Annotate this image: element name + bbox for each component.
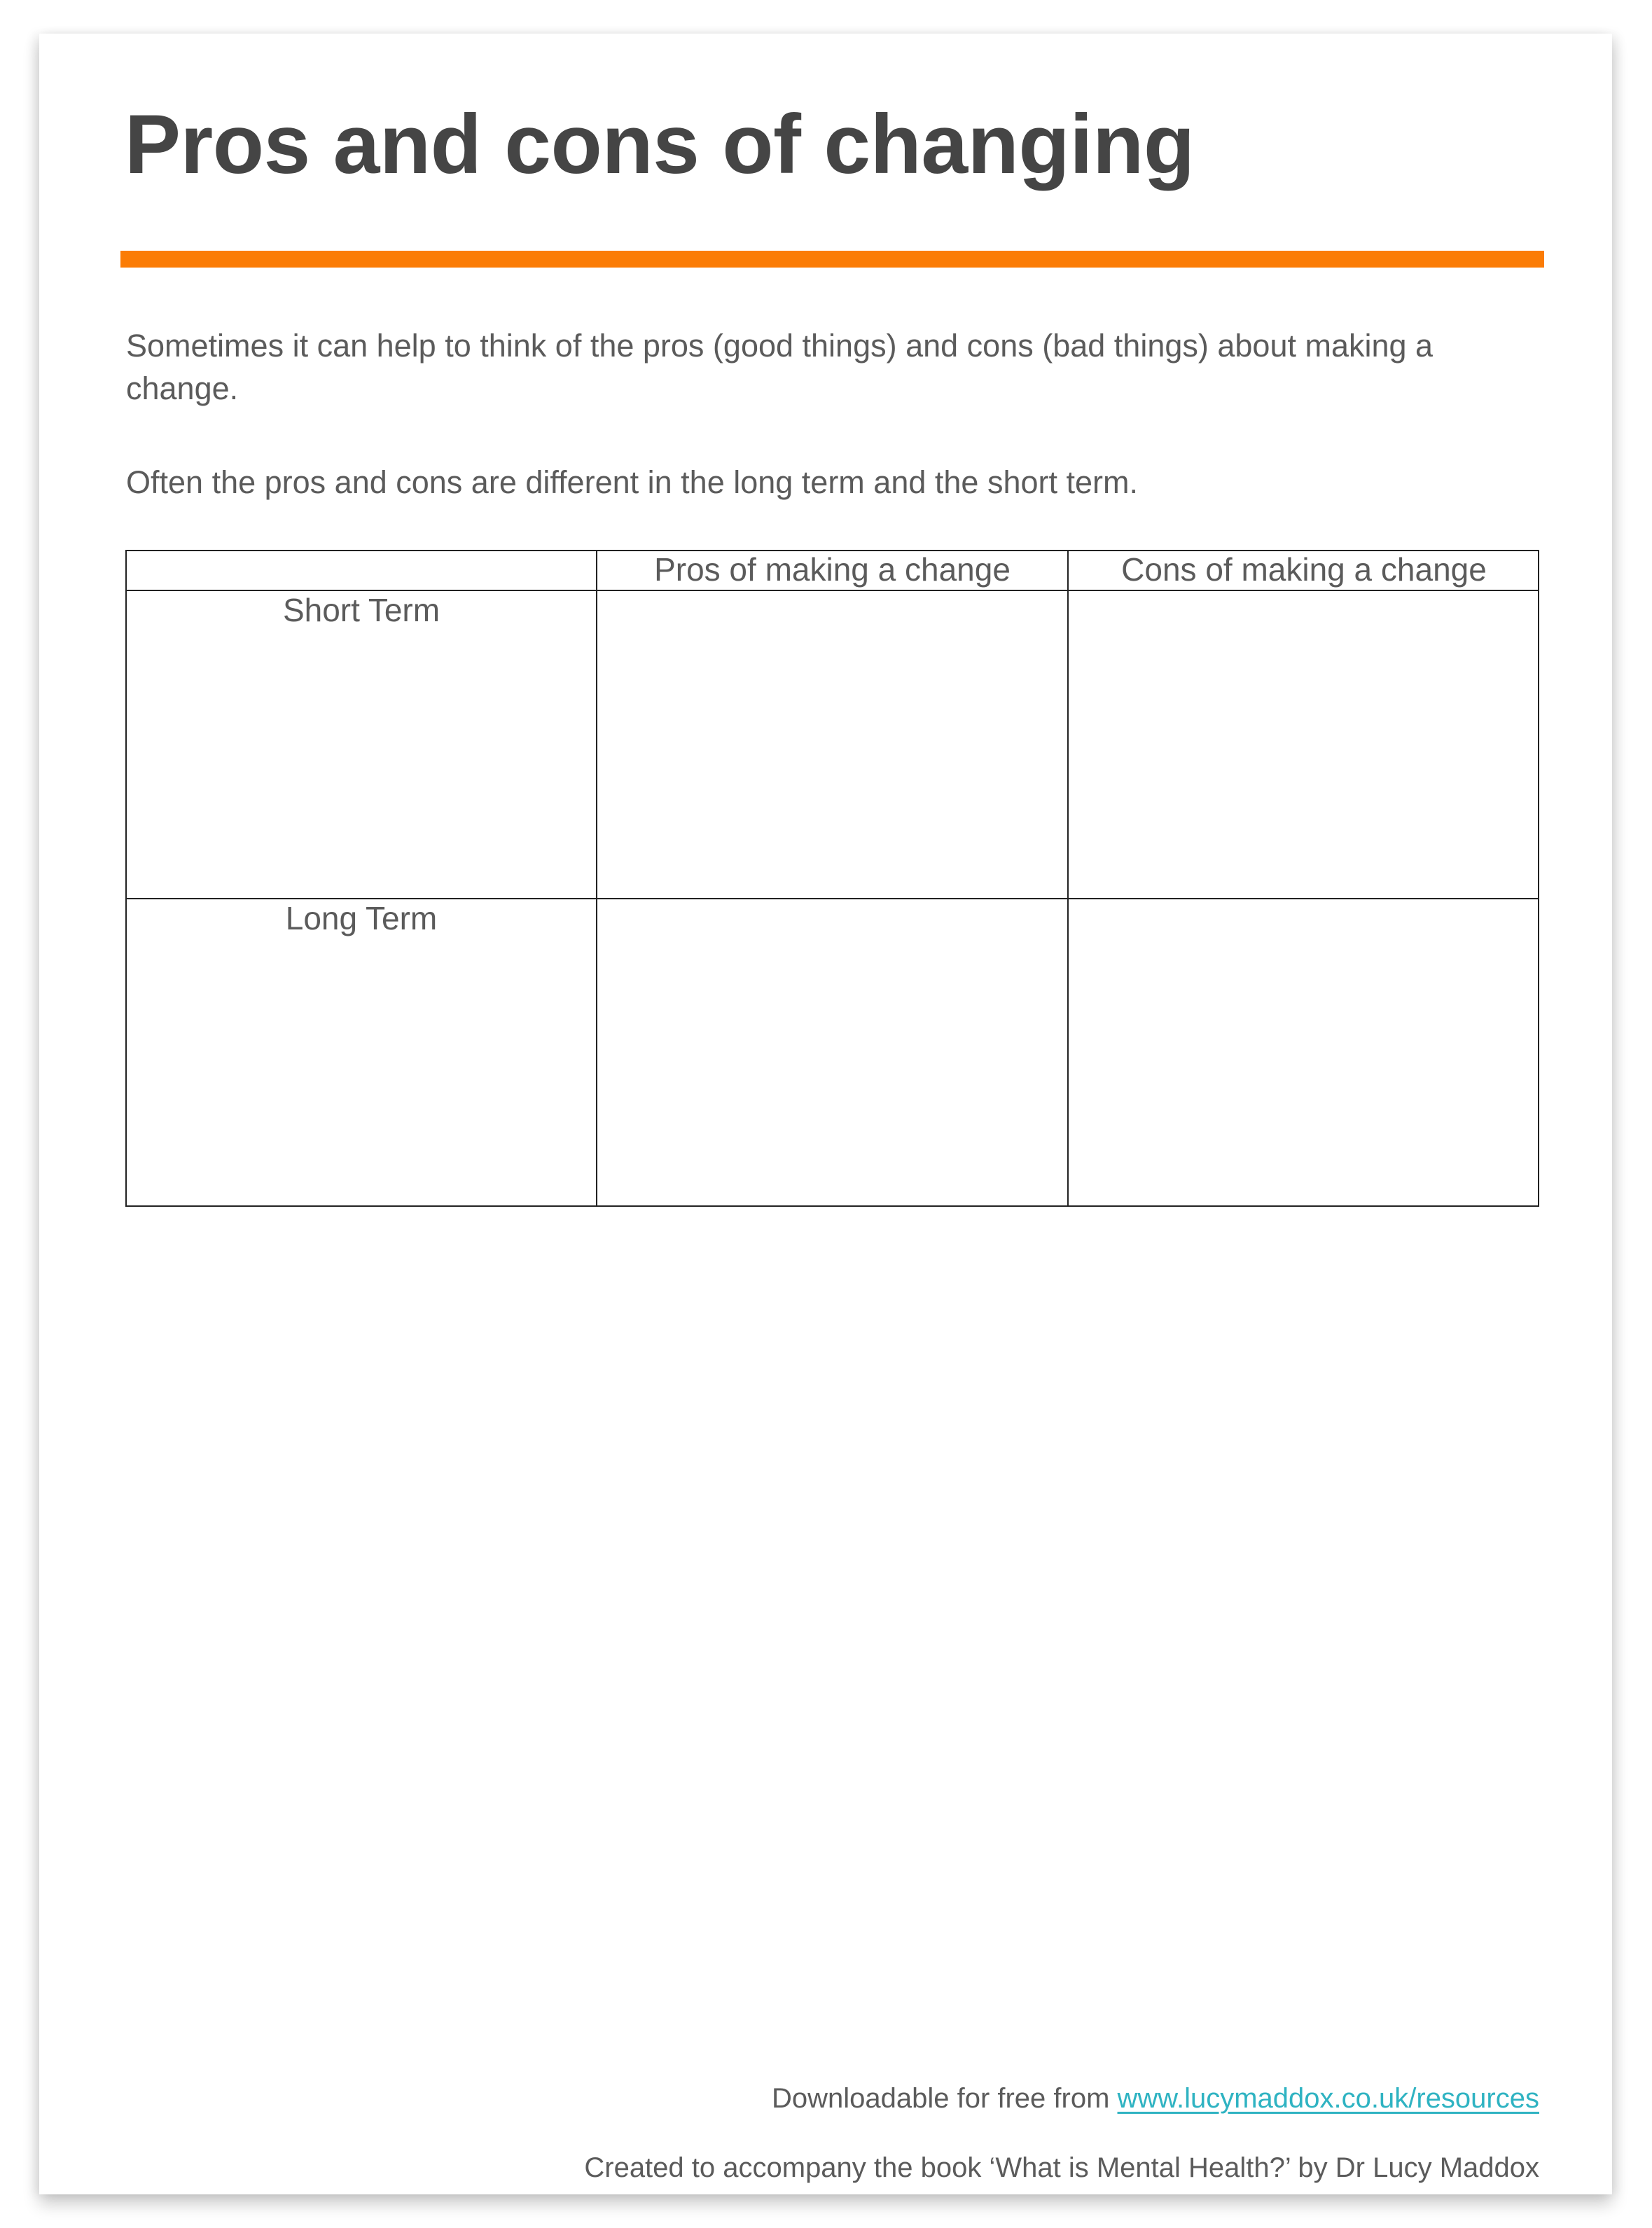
row-label-short-term xyxy=(127,591,596,898)
row-label: Long Term xyxy=(285,900,438,936)
term-paragraph: Often the pros and cons are different in the long term and the short term. xyxy=(126,464,1138,500)
header-cons: Cons of making a change xyxy=(1121,551,1487,588)
long-term-pros-cell[interactable] xyxy=(597,899,1067,1205)
orange-divider xyxy=(120,251,1544,268)
header-pros: Pros of making a change xyxy=(654,551,1011,588)
pros-cons-table xyxy=(125,550,1539,1207)
download-note xyxy=(772,2082,1539,2115)
short-term-cons-cell[interactable] xyxy=(1069,591,1539,898)
row-label: Short Term xyxy=(282,592,440,628)
row-label-long-term xyxy=(127,899,596,1205)
book-credit: Created to accompany the book ‘What is Mental Health?’ by Dr Lucy Maddox xyxy=(584,2152,1539,2183)
long-term-cons-cell[interactable] xyxy=(1069,899,1539,1205)
intro-paragraph: Sometimes it can help to think of the pros (good things) and cons (bad things) about making a change. xyxy=(126,328,1434,406)
resources-link[interactable]: www.lucymaddox.co.uk/resources xyxy=(1117,2083,1539,2114)
document-page xyxy=(39,34,1612,2194)
page-title: Pros and cons of changing xyxy=(125,97,1195,191)
short-term-pros-cell[interactable] xyxy=(597,591,1067,898)
header-empty-cell xyxy=(127,551,596,590)
download-prefix: Downloadable for free from xyxy=(771,2083,1118,2114)
